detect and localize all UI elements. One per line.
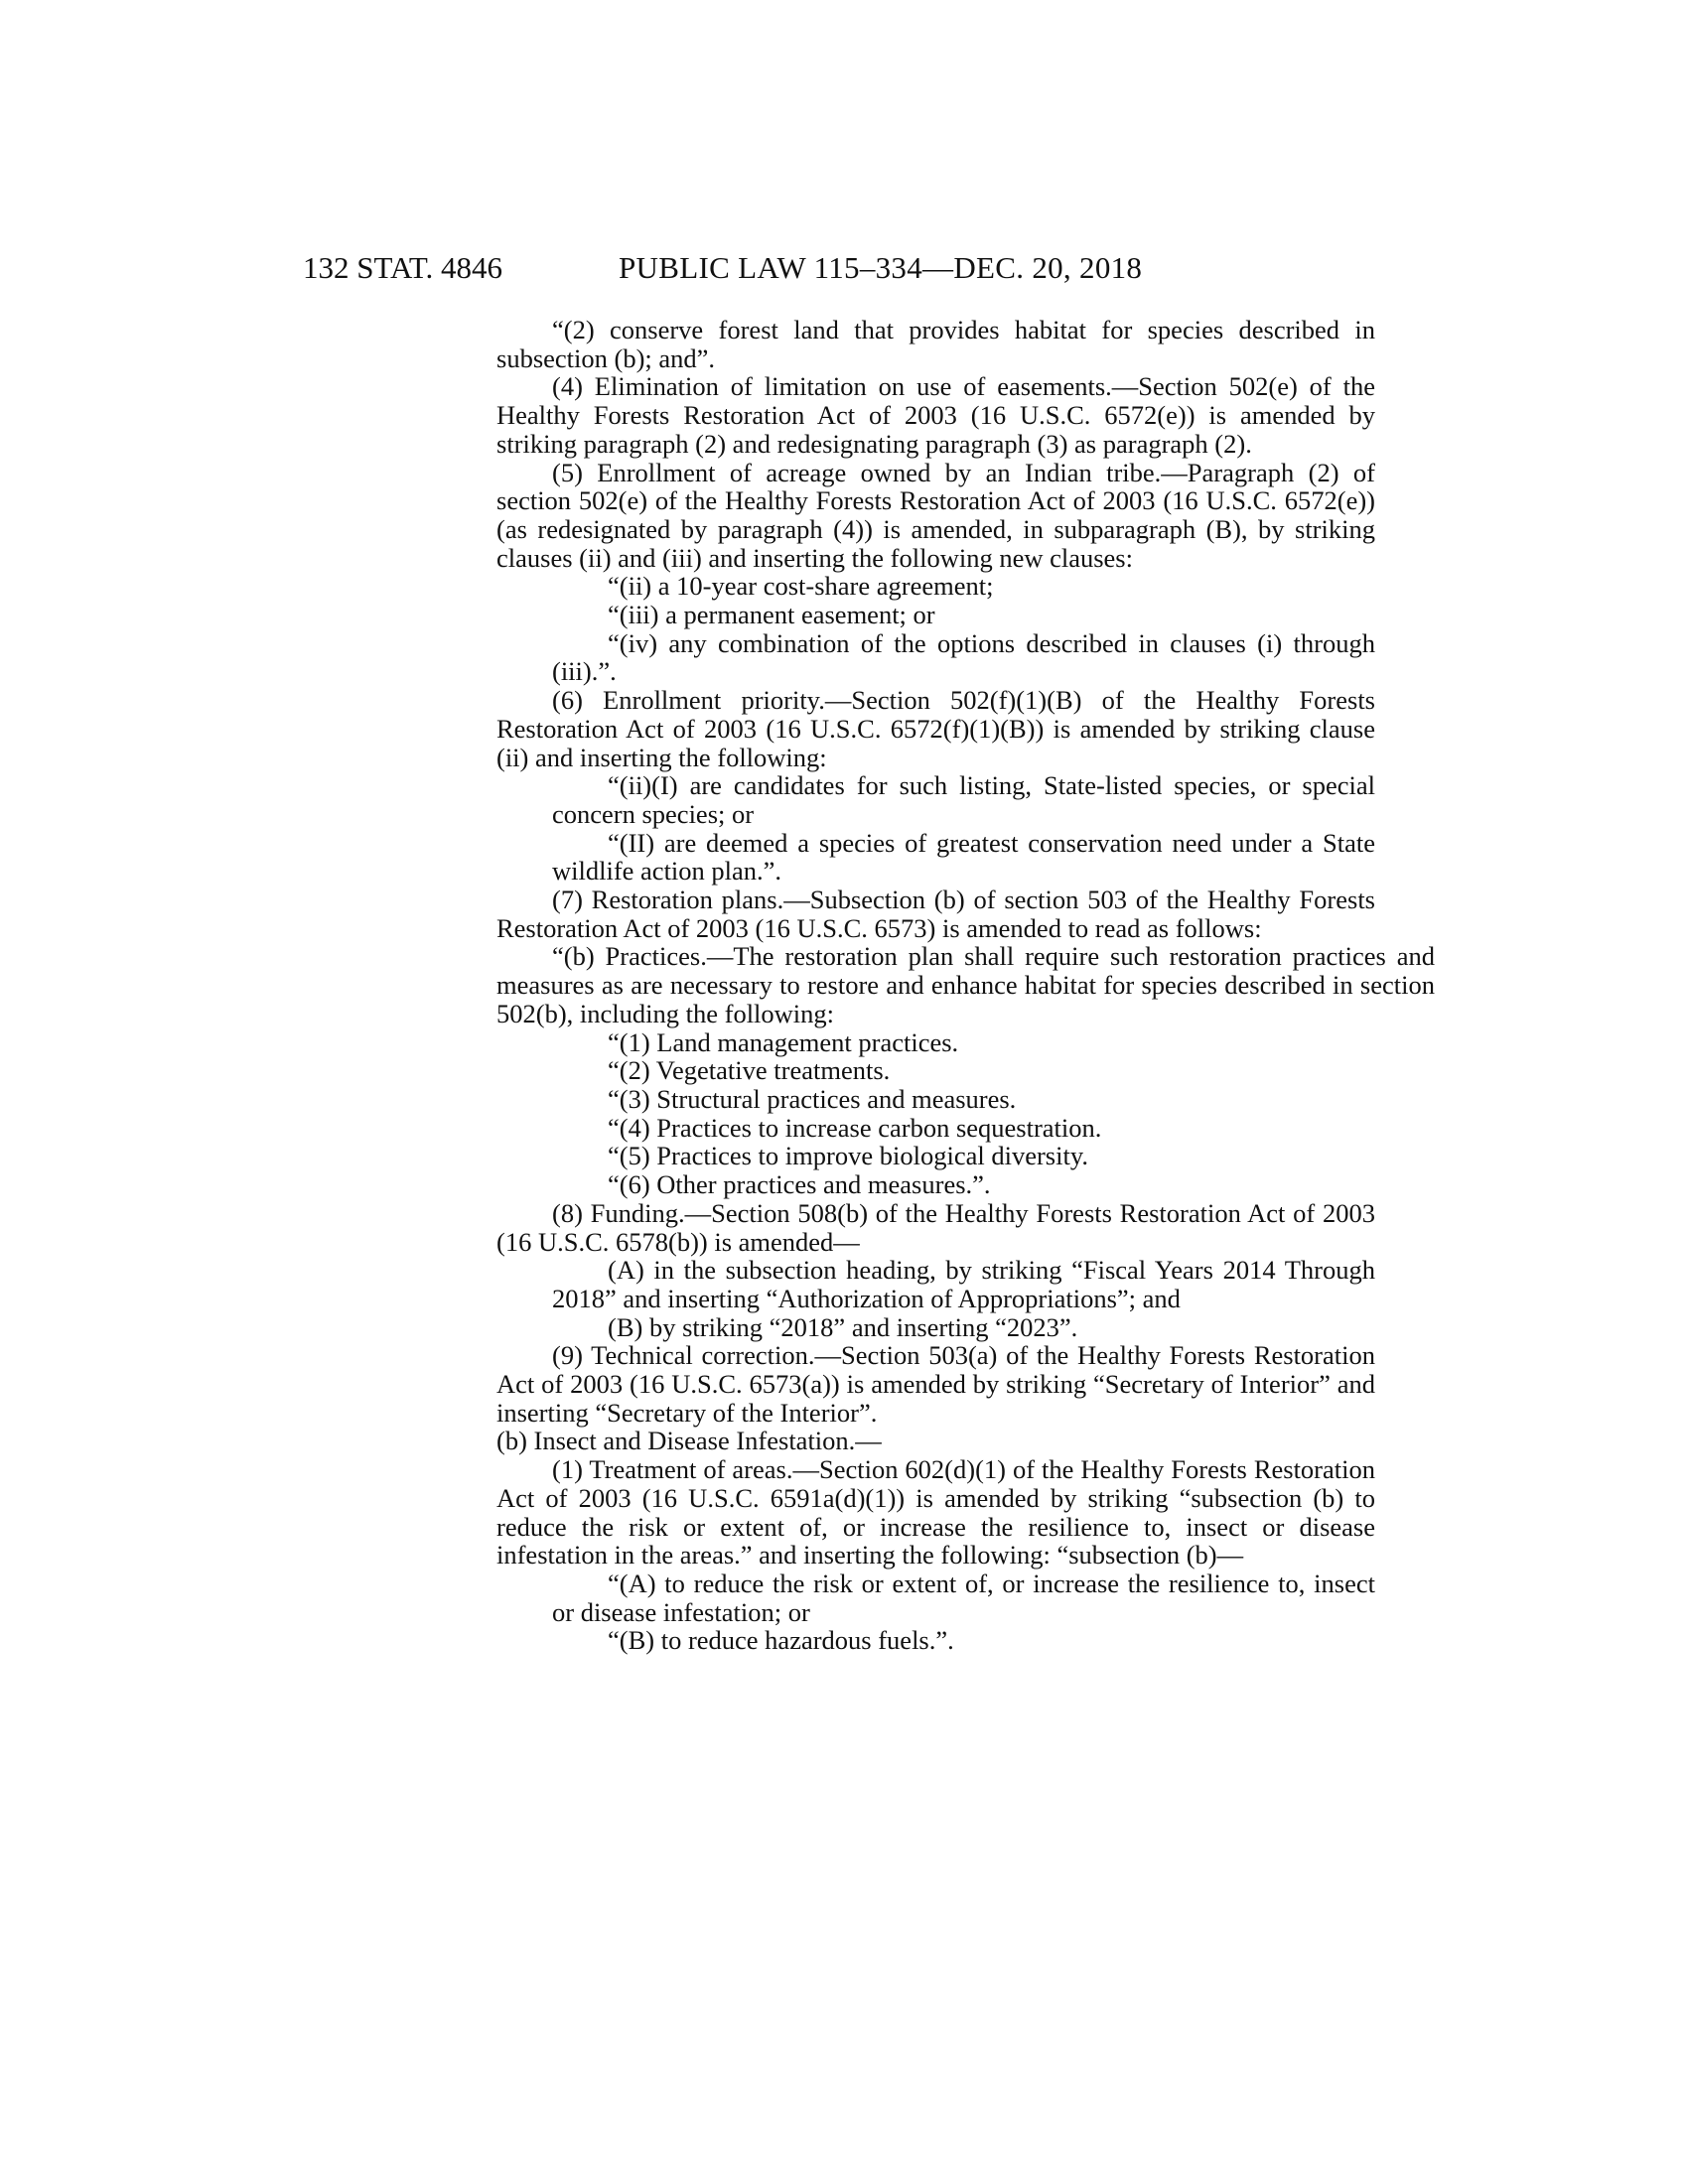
list-item: “(6) Other practices and measures.”. xyxy=(608,1169,991,1200)
clause: “(ii) a 10-year cost-share agreement; xyxy=(608,571,994,602)
subparagraph: “(B) to reduce hazardous fuels.”. xyxy=(608,1625,954,1656)
clause: “(iv) any combination of the options described in clauses (i) through (iii).”. xyxy=(552,627,1375,687)
paragraph: (5) Enrollment of acreage owned by an Indian tribe.—Paragraph (2) of section 502(e) of the Healthy Forests Restoration Act of 2003 (16 U.S.C. 6572(e)) (as redesignated by paragraph (4)) is amended, in subparagraph (B), by striking clauses (ii) and (iii) and inserting the following new clauses: xyxy=(496,457,1375,573)
paragraph: (7) Restoration plans.—Subsection (b) of section 503 of the Healthy Forests Restoration Act of 2003 (16 U.S.C. 6573) is amended to read as follows: xyxy=(496,885,1375,943)
document-body xyxy=(496,315,1435,1656)
subparagraph: “(A) to reduce the risk or extent of, or increase the resilience to, insect or disease infestation; or xyxy=(552,1568,1375,1627)
clause: “(II) are deemed a species of greatest conservation need under a State wildlife action plan.”. xyxy=(552,827,1375,887)
subparagraph: (B) by striking “2018” and inserting “2023”. xyxy=(608,1311,1078,1342)
list-item: “(2) Vegetative treatments. xyxy=(608,1055,891,1086)
clause: “(ii)(I) are candidates for such listing, State-listed species, or special concern species; or xyxy=(552,770,1375,829)
list-item: “(5) Practices to improve biological diversity. xyxy=(608,1141,1088,1171)
subsection-heading: (b) Insect and Disease Infestation.— xyxy=(496,1426,882,1456)
paragraph: (4) Elimination of limitation on use of easements.—Section 502(e) of the Healthy Forests Restoration Act of 2003 (16 U.S.C. 6572(e)) is amended by striking paragraph (2) and redesignating paragraph (3) as paragraph (2). xyxy=(496,371,1375,459)
list-item: “(4) Practices to increase carbon sequestration. xyxy=(608,1112,1102,1143)
paragraph: (8) Funding.—Section 508(b) of the Healthy Forests Restoration Act of 2003 (16 U.S.C. 6578(b)) is amended— xyxy=(496,1197,1375,1257)
paragraph: (9) Technical correction.—Section 503(a) of the Healthy Forests Restoration Act of 2003 (16 U.S.C. 6573(a)) is amended by striking “Secretary of Interior” and inserting “Secretary of the Interior”. xyxy=(496,1340,1375,1428)
paragraph: “(b) Practices.—The restoration plan shall require such restoration practices and measures as are necessary to restore and enhance habitat for species described in section 502(b), including the following: xyxy=(496,941,1435,1028)
paragraph: (6) Enrollment priority.—Section 502(f)(1)(B) of the Healthy Forests Restoration Act of 2003 (16 U.S.C. 6572(f)(1)(B)) is amended by striking clause (ii) and inserting the following: xyxy=(496,685,1375,772)
list-item: “(1) Land management practices. xyxy=(608,1026,959,1057)
page-header xyxy=(303,250,1395,290)
paragraph: (1) Treatment of areas.—Section 602(d)(1) of the Healthy Forests Restoration Act of 2003 (16 U.S.C. 6591a(d)(1)) is amended by striking “subsection (b) to reduce the risk or extent of, or increase the resilience to, insect or disease infestation in the areas.” and inserting the following: “subsection (b)— xyxy=(496,1454,1375,1570)
paragraph: “(2) conserve forest land that provides habitat for species described in subsection (b); and”. xyxy=(496,315,1375,373)
clause: “(iii) a permanent easement; or xyxy=(608,600,935,630)
public-law-title: PUBLIC LAW 115–334—DEC. 20, 2018 xyxy=(619,250,1143,285)
subparagraph: (A) in the subsection heading, by striking “Fiscal Years 2014 Through 2018” and inserting “Authorization of Appropriations”; and xyxy=(552,1255,1375,1313)
stat-citation: 132 STAT. 4846 xyxy=(303,250,503,285)
list-item: “(3) Structural practices and measures. xyxy=(608,1083,1017,1114)
